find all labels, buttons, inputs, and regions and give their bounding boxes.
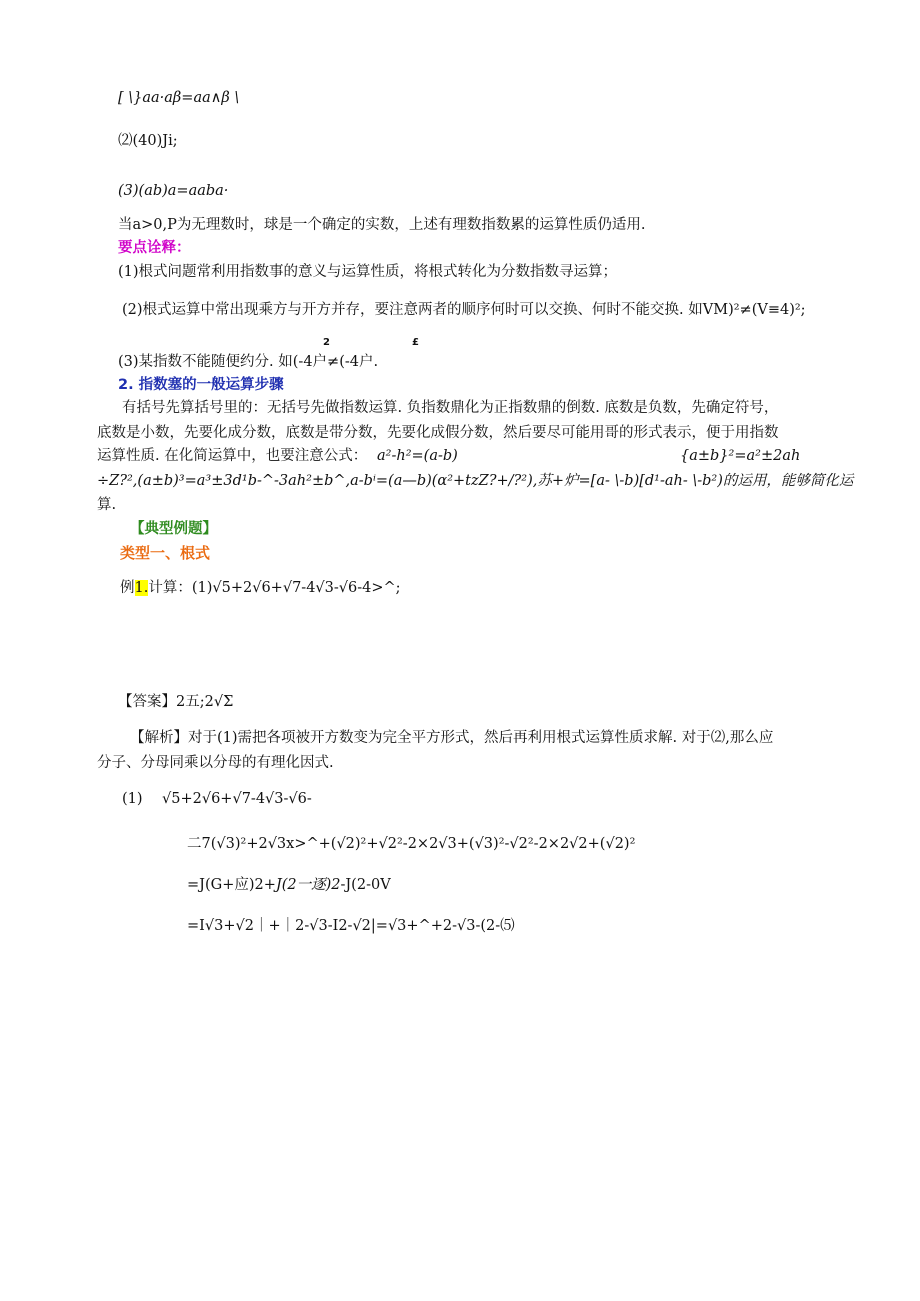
example-label: 例 — [120, 580, 135, 596]
paragraph-steps-end: 算. — [97, 497, 117, 513]
solution-step-2: =J(G+应)2+J(2一逐)2-J(2-0V — [187, 877, 391, 893]
answer-line: 【答案】2五;2√Σ — [118, 694, 234, 710]
solution-step-3: =I√3+√2｜+｜2-√3-I2-√2|=√3+^+2-√3-(2-⑸ — [187, 918, 515, 934]
section-heading-steps: 2. 指数塞的一般运算步骤 — [118, 377, 284, 393]
example-problem: 计算：(1)√5+2√6+√7-4√3-√6-4>^; — [148, 580, 401, 596]
solution-label: (1) — [122, 791, 143, 807]
example-1 — [120, 578, 401, 598]
example-number: 1. — [134, 580, 149, 596]
analysis-line-1: 【解析】对于(1)需把各项被开方数变为完全平方形式，然后再利用根式运算性质求解. 对于⑵,那么应 — [130, 730, 774, 746]
key-point-1: (1)根式问题常利用指数事的意义与运算性质，将根式转化为分数指数寻运算； — [118, 264, 618, 280]
typical-examples-heading: 【典型例题】 — [130, 521, 217, 537]
solution-expression: √5+2√6+√7-4√3-√6- — [162, 791, 312, 807]
paragraph-steps-line-1: 有括号先算括号里的：无括号先做指数运算. 负指数鼎化为正指数鼎的倒数. 底数是负数，先确定符号， — [122, 400, 779, 416]
paragraph-steps-line-3: 运算性质. 在化简运算中，也要注意公式： — [97, 448, 368, 464]
paragraph-irrational-exponent: 当a>0,P为无理数时，球是一个确定的实数，上述有理数指数累的运算性质仍适用. — [118, 217, 646, 233]
key-points-heading: 要点诠释： — [118, 240, 191, 256]
analysis-line-2: 分子、分母同乘以分母的有理化因式. — [97, 755, 334, 771]
key-point-2: (2)根式运算中常出现乘方与开方并存，要注意两者的顺序何时可以交换、何时不能交换. 如VM)²≠(V≡4)²; — [122, 302, 806, 318]
key-point-3: (3)某指数不能随便约分. 如(-4户≠(-4户. — [118, 354, 379, 370]
formula-difference-squares: a²-h²=(a-b) — [377, 448, 458, 464]
solution-step-1: 二7(√3)²+2√3x>^+(√2)²+√2²-2×2√3+(√3)²-√2²-2×2√2+(√2)² — [187, 836, 636, 852]
formula-line-1: [ \}aa·aβ=aa∧β \ — [118, 90, 240, 106]
type-heading-radicals: 类型一、根式 — [120, 544, 211, 562]
paragraph-steps-line-2: 底数是小数，先要化成分数，底数是带分数，先要化成假分数，然后要尽可能用哥的形式表示，便于用指数 — [97, 425, 779, 441]
formula-line-3: (3)(ab)a=aaba· — [118, 183, 229, 199]
superscript-2: 2 — [323, 337, 330, 348]
superscript-pound: £ — [412, 337, 419, 348]
formula-line-cubes: ÷Z?²,(a±b)³=a³±3d¹b-^-3ah²±b^,a-bⁱ=(a—b)(α²+tzZ?+/?²),苏+炉=[a- \-b)[d¹-ah- \-b²)的运用，能够简化运 — [97, 473, 854, 489]
formula-square-sum: {a±b}²=a²±2ah — [680, 448, 801, 464]
formula-line-2: ⑵(40)Ji; — [118, 133, 178, 149]
